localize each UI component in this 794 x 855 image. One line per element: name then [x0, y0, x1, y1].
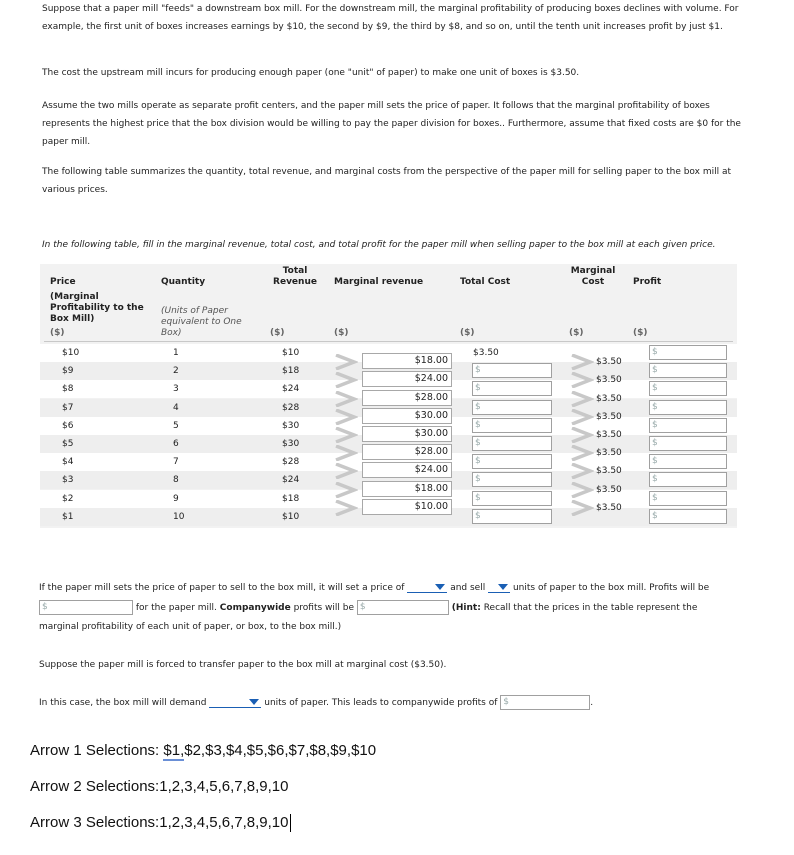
profit-input[interactable]: $	[649, 345, 727, 360]
chevron-right-icon	[334, 500, 358, 516]
profit-input[interactable]: $	[649, 436, 727, 451]
price-dropdown-arrow-1[interactable]	[407, 582, 447, 593]
intro-paragraph-3: Assume the two mills operate as separate profit centers, and the paper mill sets the price of paper. It follows that the marginal profitability of boxes represents the highest price that the box division would be willing to pay the paper division for boxes.. Furthermore, assume that fixed costs are $0 for the paper mill.	[42, 101, 741, 147]
intro-paragraph-2: The cost the upstream mill incurs for producing enough paper (one "unit" of paper) to make one unit of boxes is $3.50.	[42, 68, 580, 78]
profit-input[interactable]: $	[649, 400, 727, 415]
total-revenue-cell: $18	[282, 493, 300, 504]
marginal-cost-value: $3.50	[596, 393, 622, 404]
profit-input[interactable]: $	[649, 472, 727, 487]
unit-total-revenue: ($)	[270, 328, 285, 338]
header-total-revenue: Total Revenue	[273, 266, 317, 287]
chevron-right-icon	[334, 409, 358, 425]
total-revenue-cell: $28	[282, 457, 300, 468]
text-cursor	[290, 814, 291, 832]
price-cell: $1	[62, 511, 74, 522]
total-cost-input[interactable]: $	[472, 436, 552, 451]
marginal-cost-value: $3.50	[596, 484, 622, 495]
marginal-revenue-value: $24.00	[362, 371, 452, 387]
companywide-profit-input[interactable]: $	[357, 600, 449, 615]
total-revenue-cell: $30	[282, 439, 300, 449]
chevron-down-icon	[249, 699, 259, 705]
total-cost-input[interactable]: $	[472, 472, 552, 487]
marginal-revenue-value: $18.00	[362, 353, 452, 369]
unit-marginal-cost: ($)	[569, 328, 584, 338]
marginal-revenue-value: $10.00	[362, 499, 452, 515]
chevron-right-icon	[334, 354, 358, 370]
marginal-revenue-value: $30.00	[362, 426, 452, 442]
chevron-right-icon	[570, 463, 594, 479]
price-cell: $6	[62, 420, 74, 431]
chevron-right-icon	[570, 354, 594, 370]
price-cell: $5	[62, 439, 74, 449]
companywide-profit-mc-input[interactable]: $	[500, 695, 590, 710]
price-cell: $10	[62, 348, 80, 358]
header-divider	[44, 341, 733, 342]
question-2-text: Suppose the paper mill is forced to transfer paper to the box mill at marginal cost ($3.50).	[39, 660, 447, 670]
chevron-right-icon	[334, 445, 358, 461]
question-1-line-3: marginal profitability of each unit of paper, or box, to the box mill.)	[39, 622, 342, 632]
quantity-dropdown-arrow-3[interactable]	[209, 697, 261, 708]
chevron-down-icon	[498, 584, 508, 590]
quantity-cell: 4	[173, 402, 179, 413]
marginal-cost-value: $3.50	[596, 375, 622, 386]
chevron-right-icon	[570, 445, 594, 461]
chevron-right-icon	[570, 409, 594, 425]
marginal-cost-value: $3.50	[596, 357, 622, 368]
chevron-right-icon	[334, 463, 358, 479]
chevron-right-icon	[334, 372, 358, 388]
price-cell: $4	[62, 457, 74, 468]
quantity-cell: 6	[173, 439, 179, 449]
quantity-cell: 1	[173, 348, 179, 358]
paper-mill-profit-input[interactable]: $	[39, 600, 133, 615]
unit-profit: ($)	[633, 328, 648, 338]
chevron-right-icon	[334, 391, 358, 407]
marginal-cost-value: $3.50	[596, 448, 622, 459]
marginal-cost-value: $3.50	[596, 502, 622, 513]
header-price-sub: (Marginal Profitability to the Box Mill)	[50, 292, 144, 324]
marginal-cost-value: $3.50	[596, 430, 622, 440]
quantity-cell: 9	[173, 493, 179, 504]
header-total-cost: Total Cost	[460, 277, 511, 287]
quantity-cell: 8	[173, 475, 179, 486]
marginal-revenue-value: $30.00	[362, 408, 452, 424]
quantity-cell: 2	[173, 366, 179, 377]
chevron-right-icon	[570, 427, 594, 443]
chevron-right-icon	[334, 427, 358, 443]
arrow-1-selections: Arrow 1 Selections: $1,$2,$3,$4,$5,$6,$7,$8,$9,$10	[30, 742, 377, 759]
chevron-down-icon	[435, 584, 445, 590]
total-cost-input[interactable]: $	[472, 491, 552, 506]
header-quantity-sub: (Units of Paper equivalent to One Box)	[161, 306, 242, 338]
profit-input[interactable]: $	[649, 454, 727, 469]
header-price: Price	[50, 277, 76, 287]
total-revenue-cell: $10	[282, 511, 300, 522]
arrow-2-selections: Arrow 2 Selections:1,2,3,4,5,6,7,8,9,10	[30, 778, 289, 795]
total-revenue-cell: $10	[282, 348, 300, 358]
arrow-3-selections: Arrow 3 Selections:1,2,3,4,5,6,7,8,9,10	[30, 814, 289, 831]
total-cost-input[interactable]: $	[472, 400, 552, 415]
marginal-revenue-value: $24.00	[362, 462, 452, 478]
price-cell: $3	[62, 475, 74, 486]
profit-table	[40, 264, 737, 528]
unit-marginal-revenue: ($)	[334, 328, 349, 338]
marginal-revenue-value: $28.00	[362, 444, 452, 460]
intro-paragraph-1: Suppose that a paper mill "feeds" a downstream box mill. For the downstream mill, the marginal profitability of producing boxes declines with volume. For example, the first unit of boxes increases earnings by $10, the second by $9, the third by $8, and so on, until the tenth unit increases profit by just $1.	[42, 4, 739, 32]
chevron-right-icon	[334, 482, 358, 498]
total-cost-input[interactable]: $	[472, 509, 552, 524]
question-1-line-1: If the paper mill sets the price of paper to sell to the box mill, it will set a price of and sell units of paper to the box mill. Profits will be	[39, 583, 710, 593]
header-profit: Profit	[633, 277, 662, 287]
profit-input[interactable]: $	[649, 509, 727, 524]
marginal-cost-value: $3.50	[596, 466, 622, 477]
quantity-cell: 3	[173, 384, 179, 395]
price-cell: $9	[62, 366, 74, 377]
profit-input[interactable]: $	[649, 418, 727, 433]
intro-paragraph-4: The following table summarizes the quantity, total revenue, and marginal costs from the perspective of the paper mill for selling paper to the box mill at various prices.	[42, 167, 732, 195]
price-cell: $8	[62, 384, 74, 395]
header-marginal-cost: Marginal Cost	[570, 266, 616, 287]
chevron-right-icon	[570, 500, 594, 516]
question-3: In this case, the box mill will demand units of paper. This leads to companywide profits of $ .	[39, 697, 594, 708]
price-cell: $7	[62, 402, 74, 413]
table-instruction: In the following table, fill in the marginal revenue, total cost, and total profit for the paper mill when selling paper to the box mill at each given price.	[42, 240, 716, 250]
marginal-revenue-value: $28.00	[362, 390, 452, 406]
marginal-revenue-value: $18.00	[362, 481, 452, 497]
chevron-right-icon	[570, 372, 594, 388]
total-revenue-cell: $18	[282, 366, 300, 377]
quantity-dropdown-arrow-2[interactable]	[488, 582, 510, 593]
quantity-cell: 10	[173, 511, 185, 522]
total-revenue-cell: $24	[282, 475, 300, 486]
profit-input[interactable]: $	[649, 491, 727, 506]
total-cost-input[interactable]: $	[472, 454, 552, 469]
chevron-right-icon	[570, 482, 594, 498]
total-revenue-cell: $24	[282, 384, 300, 395]
price-cell: $2	[62, 493, 74, 504]
total-cost-input[interactable]: $	[472, 418, 552, 433]
chevron-right-icon	[570, 391, 594, 407]
marginal-cost-value: $3.50	[596, 411, 622, 422]
quantity-cell: 5	[173, 420, 179, 431]
unit-total-cost: ($)	[460, 328, 475, 338]
total-revenue-cell: $28	[282, 402, 300, 413]
profit-input[interactable]: $	[649, 363, 727, 378]
profit-input[interactable]: $	[649, 381, 727, 396]
question-1-line-2: $ for the paper mill. Companywide profits will be $ (Hint: Recall that the prices in the table represent the	[39, 598, 754, 618]
total-revenue-cell: $30	[282, 420, 300, 431]
total-cost-input[interactable]: $	[472, 381, 552, 396]
unit-price: ($)	[50, 328, 65, 338]
quantity-cell: 7	[173, 457, 179, 468]
total-cost-given: $3.50	[473, 348, 499, 358]
header-quantity: Quantity	[161, 277, 206, 287]
total-cost-input[interactable]: $	[472, 363, 552, 378]
header-marginal-revenue: Marginal revenue	[334, 277, 424, 287]
